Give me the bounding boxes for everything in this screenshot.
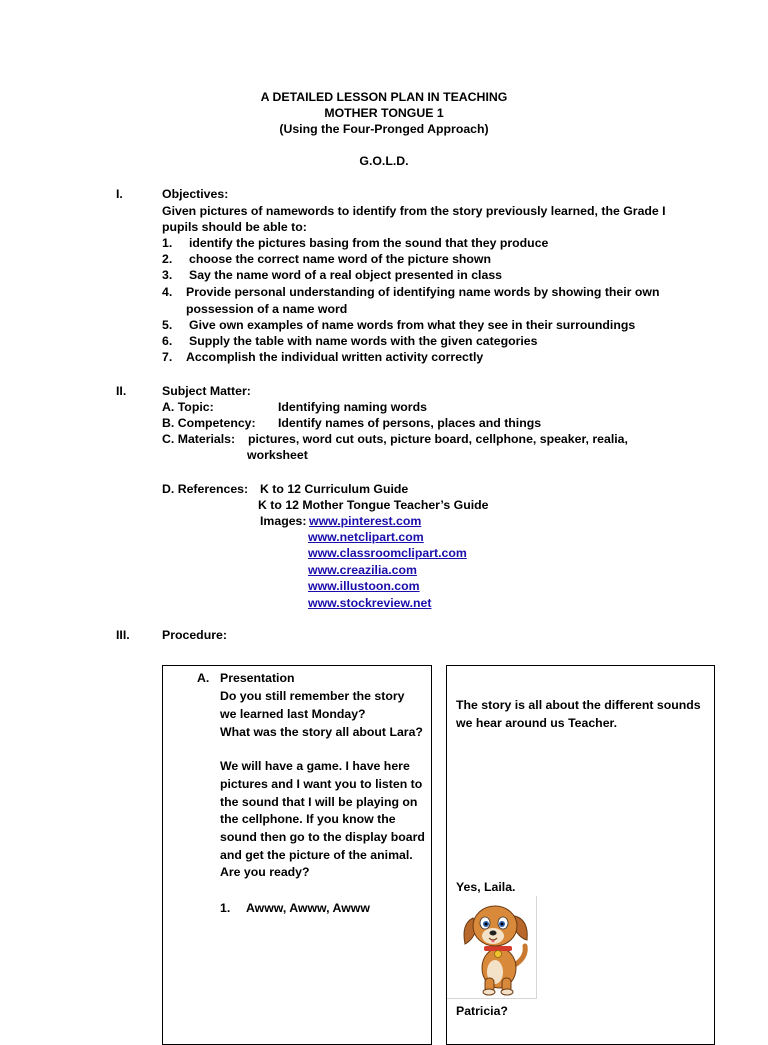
pupil-response-line: The story is all about the different sounds [456,698,701,712]
objective-text: Provide personal understanding of identifying name words by showing their own [186,285,660,299]
doc-title-gold: G.O.L.D. [359,154,409,168]
objective-num: 7. [162,350,173,364]
teacher-line: we learned last Monday? [220,707,366,721]
references-label: D. References: [162,482,249,496]
sound-item-num: 1. [220,901,231,915]
objective-text: Say the name word of a real object presented in class [189,268,502,282]
objective-num: 6. [162,334,173,348]
competency-label: B. Competency: [162,416,256,430]
objectives-intro-2: pupils should be able to: [162,220,307,234]
pupil-response-patricia: Patricia? [456,1004,508,1018]
presentation-letter: A. [197,671,210,685]
reference-link[interactable]: www.pinterest.com [309,514,422,528]
materials-value: pictures, word cut outs, picture board, cellphone, speaker, realia, [248,432,628,446]
topic-value: Identifying naming words [278,400,427,414]
dog-icon [447,896,535,997]
doc-title-line3: (Using the Four-Pronged Approach) [279,122,489,136]
topic-label: A. Topic: [162,400,214,414]
objective-text: Supply the table with name words with the given categories [189,334,538,348]
procedure-heading: Procedure: [162,628,227,642]
reference-link[interactable]: www.netclipart.com [308,530,424,544]
objective-text: Accomplish the individual written activity correctly [186,350,484,364]
objective-text-cont: possession of a name word [186,302,348,316]
pupil-response-yes: Yes, Laila. [456,880,516,894]
reference-link[interactable]: www.classroomclipart.com [308,546,467,560]
objective-text: Give own examples of name words from what they see in their surroundings [189,318,636,332]
objectives-numeral: I. [116,187,123,201]
doc-title-line1: A DETAILED LESSON PLAN IN TEACHING [260,90,508,104]
objectives-intro: Given pictures of namewords to identify from the story previously learned, the Grade I [162,204,666,218]
teacher-line: and get the picture of the animal. [220,848,413,862]
materials-value-cont: worksheet [247,448,308,462]
sound-item-text: Awww, Awww, Awww [246,901,370,915]
objective-text: choose the correct name word of the picture shown [189,252,492,266]
objective-num: 1. [162,236,173,250]
presentation-heading: Presentation [220,671,295,685]
images-label: Images: [260,514,307,528]
teacher-line: the sound that I will be playing on [220,795,418,809]
procedure-numeral: III. [116,628,130,642]
objective-num: 2. [162,252,173,266]
reference-link[interactable]: www.stockreview.net [308,596,432,610]
teacher-line: Are you ready? [220,865,310,879]
objective-text: identify the pictures basing from the sound that they produce [189,236,549,250]
reference-item: K to 12 Mother Tongue Teacher’s Guide [258,498,489,512]
reference-link[interactable]: www.creazilia.com [308,563,417,577]
pupil-response-line: we hear around us Teacher. [456,716,618,730]
competency-value: Identify names of persons, places and things [278,416,542,430]
teacher-line: We will have a game. I have here [220,759,410,773]
objective-num: 4. [162,285,173,299]
teacher-line: sound then go to the display board [220,830,425,844]
doc-title-line2: MOTHER TONGUE 1 [324,106,444,120]
dog-picture [447,896,537,999]
teacher-line: What was the story all about Lara? [220,725,423,739]
objectives-heading: Objectives: [162,187,229,201]
reference-item: K to 12 Curriculum Guide [260,482,409,496]
teacher-line: the cellphone. If you know the [220,812,396,826]
reference-link[interactable]: www.illustoon.com [308,579,420,593]
objective-num: 3. [162,268,173,282]
materials-label: C. Materials: [162,432,236,446]
subject-heading: Subject Matter: [162,384,251,398]
subject-numeral: II. [116,384,127,398]
objective-num: 5. [162,318,173,332]
teacher-line: Do you still remember the story [220,689,405,703]
teacher-line: pictures and I want you to listen to [220,777,423,791]
